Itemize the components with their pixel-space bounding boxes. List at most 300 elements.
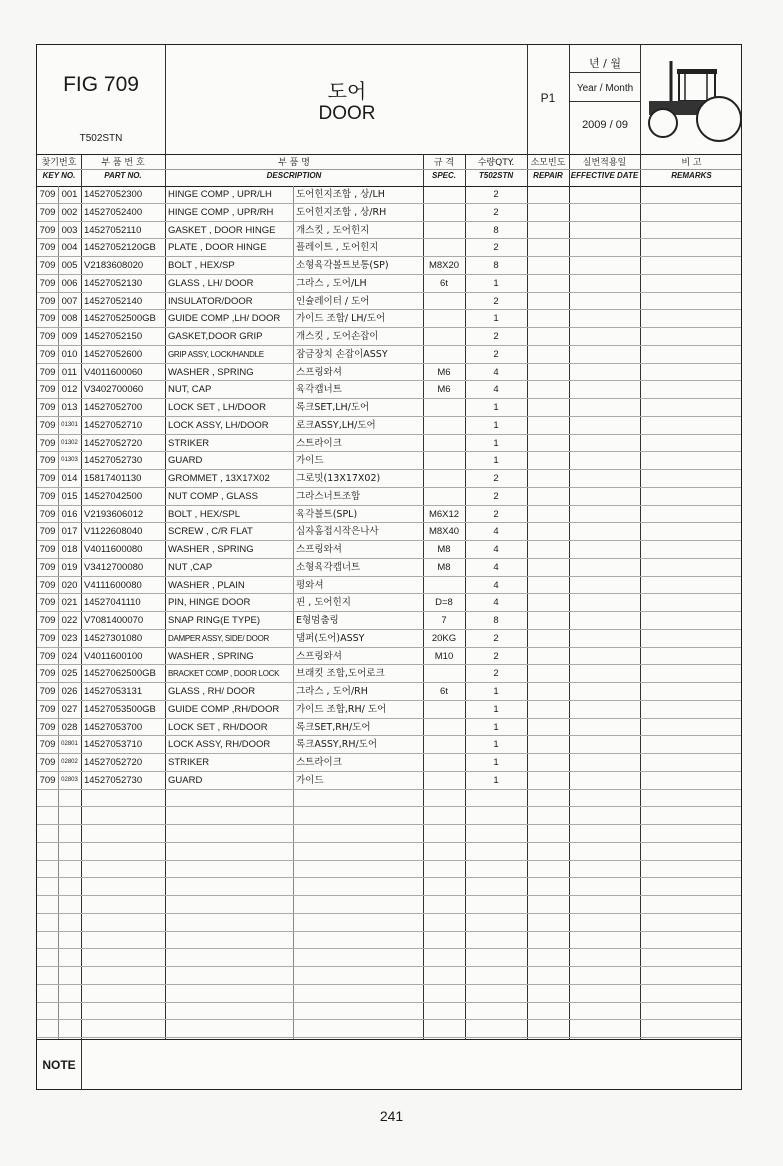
part-number: 14527052120GB (84, 242, 156, 254)
qty-value: 1 (493, 774, 499, 786)
key-prefix: 709 (39, 561, 56, 573)
key-number: 028 (61, 721, 78, 733)
table-row (37, 435, 741, 453)
description-ko: 인슐레이터 / 도어 (296, 295, 370, 307)
qty-value: 8 (493, 224, 499, 236)
description-ko: 록크ASSY,RH/도어 (296, 739, 378, 751)
key-prefix: 709 (39, 526, 56, 538)
table-row (37, 541, 741, 559)
table-row (37, 346, 741, 364)
description-ko: 도어힌지조합 , 상/RH (296, 206, 387, 218)
key-number: 021 (61, 597, 78, 609)
description-ko: 개스킷 , 도어힌지 (296, 224, 370, 236)
description-en: WASHER , SPRING (168, 366, 254, 378)
key-number: 005 (61, 260, 78, 271)
qty-value: 8 (493, 615, 499, 626)
key-prefix: 709 (39, 721, 56, 733)
part-number: 14527052500GB (84, 313, 156, 325)
key-number: 01301 (61, 421, 78, 428)
description-ko: 소형육각볼트보통(SP) (296, 260, 389, 271)
key-number: 002 (61, 206, 78, 218)
table-row (37, 1003, 741, 1021)
spec-value: M8X20 (428, 260, 460, 271)
page-number: 241 (379, 1108, 404, 1124)
key-prefix: 709 (39, 508, 56, 520)
part-number: V2193606012 (84, 508, 144, 520)
description-ko: 록크SET,RH/도어 (296, 721, 371, 733)
table-row (37, 523, 741, 541)
table-row (37, 967, 741, 985)
description-en: DAMPER ASSY, SIDE/ DOOR (168, 633, 269, 643)
part-number: 15817401130 (84, 473, 142, 484)
table-row (37, 452, 741, 470)
key-prefix: 709 (39, 277, 56, 289)
key-prefix: 709 (39, 242, 56, 254)
description-header: DESCRIPTION (266, 171, 322, 180)
description-en: NUT ,CAP (168, 561, 213, 573)
spec-value: 20KG (431, 632, 457, 644)
qty-value: 2 (493, 206, 499, 218)
year-month-label-en: Year / Month (576, 83, 634, 94)
description-ko: 도어힌지조합 , 상/LH (296, 189, 385, 200)
key-number: 009 (61, 331, 78, 342)
effective-date-header: EFFECTIVE DATE (570, 171, 639, 180)
key-number: 011 (61, 366, 78, 378)
key-number: 01303 (61, 457, 78, 464)
key-number: 008 (61, 313, 78, 325)
key-number: 014 (61, 473, 78, 484)
part-number: 14527052720 (84, 437, 143, 449)
description-ko: 스트라이크 (296, 437, 342, 449)
key-no-header-ko: 찾기번호 (41, 158, 77, 168)
qty-value: 1 (493, 739, 499, 751)
description-en: INSULATOR/DOOR (168, 295, 253, 307)
model-code: T502STN (79, 133, 123, 144)
key-prefix: 709 (39, 384, 56, 396)
table-row (37, 665, 741, 683)
spec-value: M6 (437, 384, 451, 396)
spec-header: SPEC. (431, 171, 456, 180)
table-row (37, 417, 741, 435)
description-en: GUARD (168, 774, 203, 786)
key-prefix: 709 (39, 295, 56, 307)
description-en: NUT, CAP (168, 384, 212, 396)
qty-value: 4 (493, 544, 499, 555)
spec-value: 7 (441, 615, 447, 626)
spec-value: M10 (434, 650, 454, 662)
qty-header: T502STN (478, 171, 514, 180)
key-number: 02801 (61, 741, 78, 748)
description-ko: 플레이트 , 도어힌지 (296, 242, 379, 254)
key-prefix: 709 (39, 419, 56, 431)
description-ko: 그라스너트조합 (296, 490, 361, 502)
description-en: GUIDE COMP ,LH/ DOOR (168, 313, 281, 325)
spec-value (423, 293, 465, 310)
qty-value: 2 (493, 189, 499, 200)
description-ko: 댐퍼(도어)ASSY (296, 632, 365, 644)
key-prefix: 709 (39, 348, 56, 360)
key-number: 025 (61, 668, 78, 680)
table-row (37, 399, 741, 417)
spec-header-ko: 규 격 (433, 158, 455, 168)
spec-value (423, 186, 465, 203)
year-month-value: 2009 / 09 (582, 119, 628, 131)
key-prefix: 709 (39, 260, 56, 271)
table-row (37, 559, 741, 577)
part-no-header-ko: 부 품 번 호 (101, 158, 145, 168)
key-prefix: 709 (39, 632, 56, 644)
qty-value: 1 (493, 277, 499, 289)
key-prefix: 709 (39, 597, 56, 609)
part-number: 14527053700 (84, 721, 143, 733)
key-number: 015 (61, 490, 78, 502)
key-prefix: 709 (39, 224, 56, 236)
qty-value: 1 (493, 313, 499, 325)
part-number: 14527052710 (84, 419, 143, 431)
description-en: GLASS , LH/ DOOR (168, 277, 254, 289)
key-prefix: 709 (39, 455, 56, 467)
part-number: 14527301080 (84, 632, 143, 644)
description-ko: E형멈춤링 (296, 615, 339, 626)
part-number: V3412700080 (84, 561, 144, 573)
table-row (37, 239, 741, 257)
description-ko: 육각볼트(SPL) (296, 508, 358, 520)
qty-value: 4 (493, 384, 499, 396)
description-ko: 가이드 조합/ LH/도어 (296, 313, 386, 325)
description-ko: 그로밋(13X17X02) (296, 473, 381, 484)
table-row (37, 186, 741, 204)
description-ko: 스프링와셔 (296, 544, 342, 555)
description-ko: 가이드 (296, 455, 324, 467)
table-row (37, 843, 741, 861)
description-ko: 가이드 조합,RH/ 도어 (296, 703, 387, 715)
part-number: 14527052110 (84, 224, 142, 236)
remarks-header: REMARKS (671, 171, 712, 180)
part-number: 14527052700 (84, 402, 143, 413)
key-number: 022 (61, 615, 78, 626)
spec-value (423, 346, 465, 363)
qty-value: 1 (493, 455, 499, 467)
qty-value: 1 (493, 402, 499, 413)
key-prefix: 709 (39, 331, 56, 342)
spec-value (423, 665, 465, 682)
table-row (37, 275, 741, 293)
part-number: 14527041110 (84, 597, 141, 609)
table-row (37, 790, 741, 808)
qty-value: 2 (493, 490, 499, 502)
qty-value: 8 (493, 260, 499, 271)
key-prefix: 709 (39, 544, 56, 555)
description-en: LOCK SET , RH/DOOR (168, 721, 268, 733)
key-number: 019 (61, 561, 78, 573)
table-row (37, 506, 741, 524)
description-en: HINGE COMP , UPR/LH (168, 189, 272, 200)
part-number: 14527042500 (84, 490, 143, 502)
qty-value: 2 (493, 508, 499, 520)
description-en: PIN, HINGE DOOR (168, 597, 251, 609)
qty-value: 2 (493, 295, 499, 307)
key-prefix: 709 (39, 650, 56, 662)
table-row (37, 949, 741, 967)
effective-date-header-ko: 실번적용일 (582, 158, 627, 168)
qty-value: 4 (493, 526, 499, 538)
key-number: 012 (61, 384, 78, 396)
table-row (37, 754, 741, 772)
description-ko: 육각캡너트 (296, 384, 342, 396)
table-row (37, 772, 741, 790)
key-number: 006 (61, 277, 78, 289)
repair-header: REPAIR (533, 171, 563, 180)
key-number: 007 (61, 295, 78, 307)
spec-value (423, 719, 465, 736)
table-row (37, 328, 741, 346)
part-number: 14527052730 (84, 455, 143, 467)
qty-value: 1 (493, 703, 499, 715)
description-en: GUIDE COMP ,RH/DOOR (168, 703, 280, 715)
spec-value: M6 (437, 366, 451, 378)
key-number: 026 (61, 686, 78, 697)
part-number: 14527052400 (84, 206, 143, 218)
description-en: SCREW , C/R FLAT (168, 526, 253, 538)
part-number: 14527052730 (84, 774, 143, 786)
table-row (37, 293, 741, 311)
description-en: BRACKET COMP , DOOR LOCK (168, 669, 280, 679)
key-prefix: 709 (39, 313, 56, 325)
page-code: P1 (540, 91, 556, 105)
description-ko: 핀 , 도어힌지 (296, 597, 351, 609)
tractor-icon (641, 49, 741, 149)
key-number: 023 (61, 632, 78, 644)
qty-value: 1 (493, 437, 499, 449)
description-ko: 평와셔 (296, 579, 324, 591)
qty-value: 2 (493, 650, 499, 662)
table-row (37, 364, 741, 382)
description-en: STRIKER (168, 437, 210, 449)
spec-value (423, 239, 465, 256)
qty-value: 4 (493, 366, 499, 378)
spec-value (423, 328, 465, 345)
spec-value (423, 435, 465, 452)
table-row (37, 807, 741, 825)
part-number: 14527052150 (84, 331, 143, 342)
spec-value (423, 470, 465, 487)
description-en: GASKET , DOOR HINGE (168, 224, 276, 236)
description-en: GUARD (168, 455, 203, 467)
spec-value (423, 772, 465, 789)
fig-number: FIG 709 (63, 73, 139, 96)
qty-value: 1 (493, 721, 499, 733)
key-number: 013 (61, 402, 78, 413)
part-number: V1122608040 (84, 526, 143, 538)
key-number: 02803 (61, 776, 78, 783)
part-number: V4111600080 (84, 579, 142, 591)
spec-value (423, 577, 465, 594)
description-en: STRIKER (168, 757, 210, 768)
description-en: LOCK SET , LH/DOOR (168, 402, 267, 413)
description-ko: 브래킷 조합,도어로크 (296, 668, 385, 680)
part-number: V2183608020 (84, 260, 144, 271)
parts-sheet (36, 44, 742, 1090)
spec-value (423, 417, 465, 434)
spec-value: M8X40 (428, 526, 460, 538)
description-ko: 스프링와셔 (296, 366, 342, 378)
table-row (37, 861, 741, 879)
part-number: 14527053131 (84, 686, 143, 697)
parts-table (37, 186, 741, 1039)
table-row (37, 701, 741, 719)
part-number: V7081400070 (84, 615, 144, 626)
key-number: 018 (61, 544, 78, 555)
key-prefix: 709 (39, 686, 56, 697)
description-en: WASHER , SPRING (168, 650, 254, 662)
part-number: 14527052600 (84, 348, 143, 360)
spec-value: 6t (440, 277, 448, 289)
title-english: DOOR (318, 103, 376, 124)
remarks-header-ko: 비 고 (681, 158, 702, 168)
table-row (37, 896, 741, 914)
description-ko: 개스킷 , 도어손잡이 (296, 331, 379, 342)
spec-value: 6t (440, 686, 448, 697)
key-number: 016 (61, 508, 78, 520)
qty-value: 4 (493, 597, 499, 609)
key-number: 003 (61, 224, 78, 236)
key-prefix: 709 (39, 473, 56, 484)
description-en: GLASS , RH/ DOOR (168, 686, 256, 697)
description-ko: 스프링와셔 (296, 650, 342, 662)
key-number: 02802 (61, 759, 78, 765)
qty-value: 2 (493, 242, 499, 254)
part-number: V4011600080 (84, 544, 143, 555)
description-ko: 스트라이크 (296, 757, 342, 768)
description-ko: 잠금장치 손잡이ASSY (296, 348, 388, 360)
qty-value: 2 (493, 668, 499, 680)
key-number: 010 (61, 348, 78, 360)
description-en: WASHER , SPRING (168, 544, 254, 555)
spec-value: M6X12 (428, 508, 460, 520)
sheet-header (37, 45, 741, 155)
key-prefix: 709 (39, 774, 56, 786)
spec-value: M8 (437, 561, 451, 573)
key-prefix: 709 (39, 402, 56, 413)
table-row (37, 914, 741, 932)
note-section (37, 1039, 741, 1090)
key-prefix: 709 (39, 579, 56, 591)
spec-value (423, 310, 465, 327)
description-en: NUT COMP , GLASS (168, 490, 258, 502)
qty-value: 4 (493, 579, 499, 591)
part-no-header: PART NO. (104, 171, 142, 180)
spec-value (423, 736, 465, 753)
table-row (37, 204, 741, 222)
key-number: 017 (61, 526, 78, 538)
table-row (37, 488, 741, 506)
part-number: 14527053500GB (84, 703, 156, 715)
part-number: V4011600100 (84, 650, 143, 662)
spec-value: M8 (437, 544, 451, 555)
note-label: NOTE (37, 1040, 82, 1090)
description-en: LOCK ASSY, RH/DOOR (168, 739, 271, 751)
description-en: LOCK ASSY, LH/DOOR (168, 419, 269, 431)
column-headers (37, 154, 741, 187)
part-number: 14527052130 (84, 277, 143, 289)
spec-value (423, 754, 465, 771)
spec-value (423, 701, 465, 718)
key-prefix: 709 (39, 437, 56, 449)
part-number: 14527052720 (84, 757, 143, 768)
description-ko: 록크SET,LH/도어 (296, 402, 370, 413)
qty-value: 1 (493, 419, 499, 431)
description-en: BOLT , HEX/SP (168, 260, 235, 271)
qty-value: 4 (493, 561, 499, 573)
key-prefix: 709 (39, 189, 56, 200)
key-prefix: 709 (39, 703, 56, 715)
key-number: 004 (61, 242, 78, 254)
description-en: SNAP RING(E TYPE) (168, 615, 261, 626)
qty-value: 1 (493, 757, 499, 768)
spec-value: D=8 (435, 597, 453, 609)
key-number: 01302 (61, 439, 78, 446)
table-row (37, 381, 741, 399)
qty-value: 2 (493, 348, 499, 360)
key-number: 024 (61, 650, 78, 662)
part-number: 14527052140 (84, 295, 143, 307)
key-prefix: 709 (39, 366, 56, 378)
description-en: GRIP ASSY, LOCK/HANDLE (168, 349, 264, 359)
table-row (37, 470, 741, 488)
key-prefix: 709 (39, 615, 56, 626)
key-no-header: KEY NO. (42, 171, 76, 180)
description-ko: 가이드 (296, 774, 324, 786)
key-prefix: 709 (39, 757, 56, 768)
description-en: GASKET,DOOR GRIP (168, 331, 263, 342)
description-ko: 소형육각캡너트 (296, 561, 361, 573)
title-korean: 도어 (327, 79, 367, 103)
table-row (37, 736, 741, 754)
description-header-ko: 부 품 명 (278, 158, 310, 168)
qty-value: 2 (493, 632, 499, 644)
description-ko: 그라스 , 도어/RH (296, 686, 368, 697)
part-number: V3402700060 (84, 384, 144, 396)
part-number: 14527052300 (84, 189, 143, 200)
table-row (37, 310, 741, 328)
description-ko: 로크ASSY,LH/도어 (296, 419, 376, 431)
table-row (37, 257, 741, 275)
qty-value: 2 (493, 473, 499, 484)
table-row (37, 878, 741, 896)
table-row (37, 612, 741, 630)
spec-value (423, 204, 465, 221)
table-row (37, 630, 741, 648)
key-number: 001 (61, 189, 78, 200)
description-en: HINGE COMP , UPR/RH (168, 206, 274, 218)
description-en: GROMMET , 13X17X02 (168, 473, 270, 484)
key-prefix: 709 (39, 206, 56, 218)
qty-header-ko: 수량QTY. (477, 158, 515, 168)
description-en: WASHER , PLAIN (168, 579, 245, 591)
qty-value: 1 (493, 686, 499, 697)
description-en: PLATE , DOOR HINGE (168, 242, 267, 254)
key-number: 027 (61, 703, 78, 715)
table-row (37, 1020, 741, 1038)
table-row (37, 719, 741, 737)
table-row (37, 594, 741, 612)
repair-header-ko: 소모빈도 (530, 158, 566, 168)
table-row (37, 648, 741, 666)
spec-value (423, 399, 465, 416)
year-month-label-ko: 년 / 월 (589, 57, 621, 70)
table-row (37, 932, 741, 950)
description-en: BOLT , HEX/SPL (168, 508, 240, 520)
